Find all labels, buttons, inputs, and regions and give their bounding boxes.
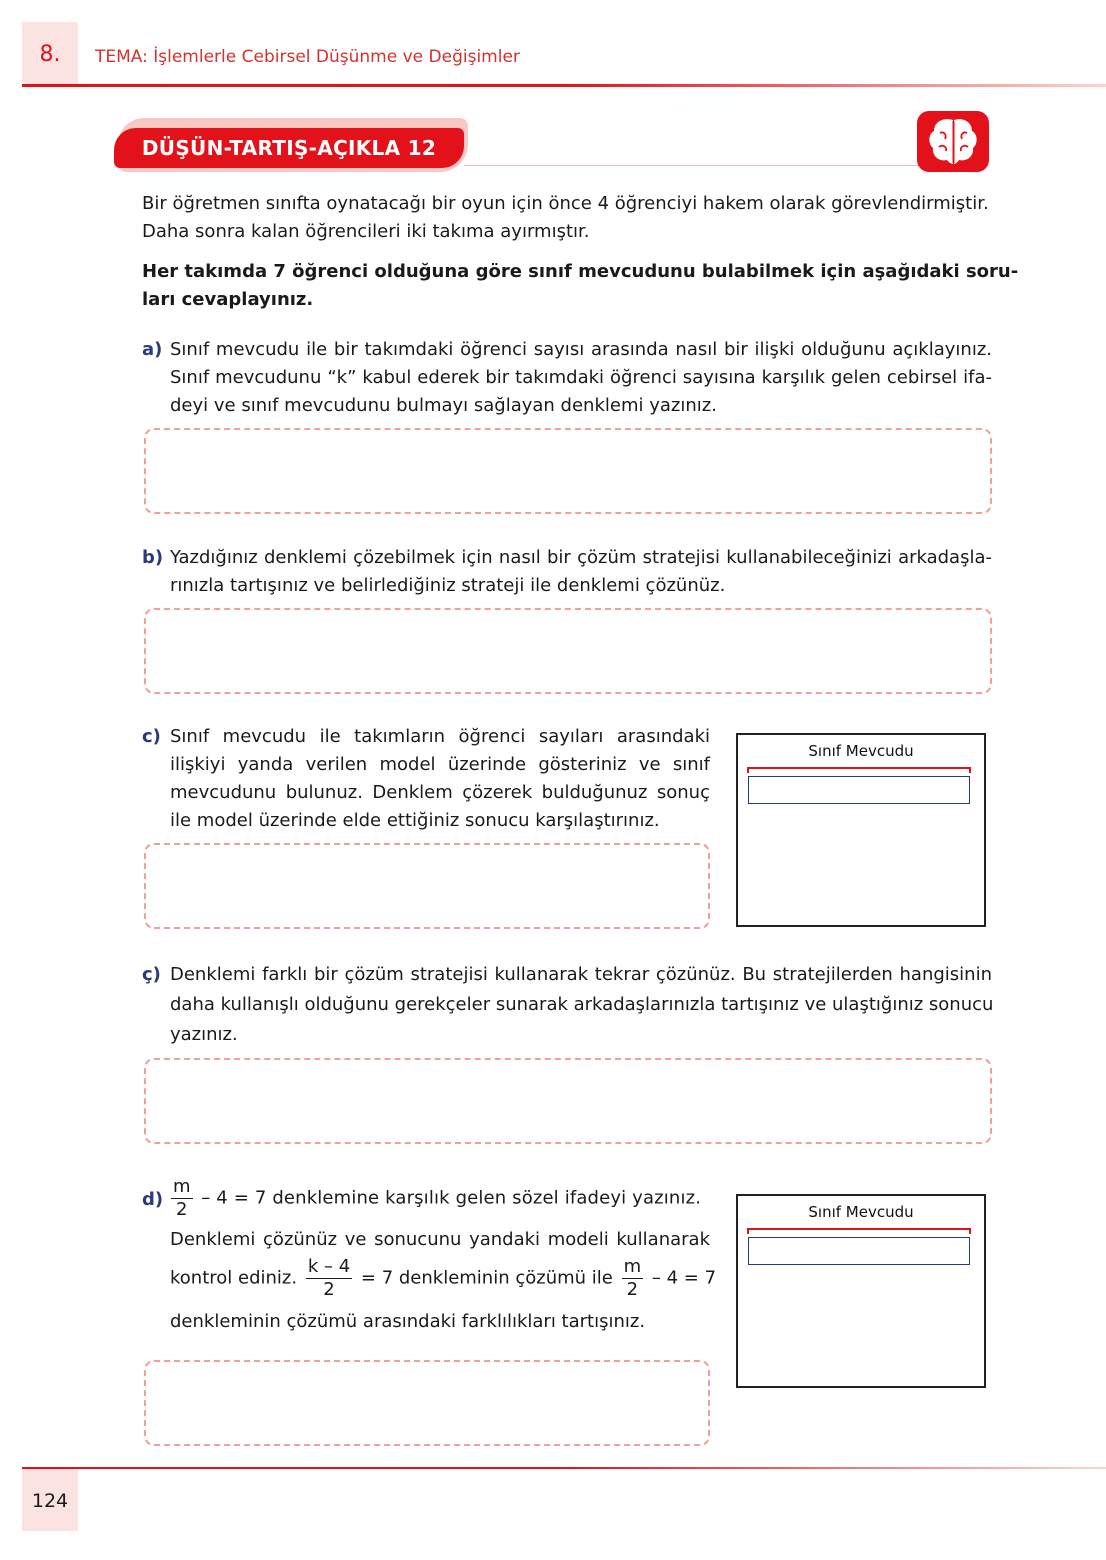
answer-box-b[interactable] [144,608,992,694]
answer-box-d[interactable] [144,1360,710,1446]
fraction-denominator: 2 [176,1199,188,1220]
model-bar[interactable] [748,1237,970,1265]
question-line: Sınıf mevcudu ile takımların öğrenci sayıları arasındaki [170,726,710,747]
question-d-line1 [168,1176,710,1221]
fraction-denominator: 2 [323,1279,335,1300]
question-line: mevcudunu bulunuz. Denklem çözerek bulduğunuz sonuç [170,782,710,803]
question-d-line3 [170,1256,715,1301]
question-line: rınızla tartışınız ve belirlediğiniz strateji ile denklemi çözünüz. [170,575,726,596]
question-line: Sınıf mevcudu ile bir takımdaki öğrenci sayısı arasında nasıl bir ilişki olduğunu açıklayınız. [170,339,992,360]
answer-box-c[interactable] [144,843,710,929]
question-line: Sınıf mevcudunu “k” kabul ederek bir takımdaki öğrenci sayısına karşılık gelen cebirsel ifa- [170,367,992,388]
question-c2-text [170,960,992,1050]
question-a-text [170,336,992,420]
question-c2-label: ç) [142,964,161,985]
question-d-line4 [170,1308,710,1336]
question-c-text [170,723,710,835]
question-b-label: b) [142,547,164,568]
question-line: yazınız. [170,1024,238,1045]
model-title: Sınıf Mevcudu [808,1203,914,1221]
question-b-text [170,544,992,600]
unit-number: 8. [39,42,61,67]
fraction-numerator: m [173,1176,191,1197]
fraction-k-minus-4-over-2 [306,1256,352,1301]
question-text: – 4 = 7 denklemine karşılık gelen sözel ifadeyi yazınız. [201,1187,702,1209]
model-brace [747,1228,971,1230]
page-number: 124 [31,1490,69,1512]
task-line: ları cevaplayınız. [142,289,314,310]
question-line: Yazdığınız denklemi çözebilmek için nasıl bir çözüm stratejisi kullanabileceğinizi arkadaşla- [170,547,992,568]
question-text: kontrol ediniz. [170,1267,298,1289]
model-bar[interactable] [748,776,970,804]
answer-box-c2[interactable] [144,1058,992,1144]
task-instruction [142,258,1019,314]
question-line: daha kullanışlı olduğunu gerekçeler sunarak arkadaşlarınızla tartışınız ve ulaştığınız sonucu [170,994,994,1015]
question-line: ile model üzerinde elde ettiğiniz sonucu karşılaştırınız. [170,810,660,831]
question-text: – 4 = 7 [651,1267,717,1289]
question-line: Denklemi çözünüz ve sonucunu yandaki modeli kullanarak [170,1229,710,1250]
intro-line: Daha sonra kalan öğrencileri iki takıma ayırmıştır. [142,221,590,242]
footer-rule [22,1467,1106,1469]
answer-box-a[interactable] [144,428,992,514]
header-rule [22,84,1106,87]
question-line: ilişkiyi yanda verilen model üzerinde gösteriniz ve sınıf [170,754,710,775]
question-c-label: c) [142,726,161,747]
model-brace [747,767,971,769]
fraction-numerator: k – 4 [307,1256,351,1277]
question-line: Denklemi farklı bir çözüm stratejisi kullanarak tekrar çözünüz. Bu stratejilerden hangisinin [170,964,992,985]
brain-icon [917,111,989,172]
question-a-label: a) [142,339,163,360]
question-line: denkleminin çözümü arasındaki farklılıkları tartışınız. [170,1311,646,1332]
question-text: = 7 denkleminin çözümü ile [360,1267,613,1289]
brace-right [969,1228,971,1234]
banner-divider [464,165,986,166]
brace-right [969,767,971,773]
model-title: Sınıf Mevcudu [808,742,914,760]
intro-text [142,190,992,246]
fraction-m-over-2 [622,1256,644,1301]
fraction-m-over-2 [171,1176,193,1221]
model-box-d[interactable] [736,1194,986,1388]
model-box-c[interactable] [736,733,986,927]
intro-line: Bir öğretmen sınıfta oynatacağı bir oyun için önce 4 öğrenciyi hakem olarak görevlendirmiştir. [142,193,989,214]
question-d-line2 [170,1226,710,1254]
question-d-label: d) [142,1189,164,1210]
theme-title: TEMA: İşlemlerle Cebirsel Düşünme ve Değişimler [95,47,520,67]
task-line: Her takımda 7 öğrenci olduğuna göre sınıf mevcudunu bulabilmek için aşağıdaki soru- [142,261,1019,282]
question-line: deyi ve sınıf mevcudunu bulmayı sağlayan denklemi yazınız. [170,395,717,416]
activity-title: DÜŞÜN-TARTIŞ-AÇIKLA 12 [141,136,437,160]
fraction-numerator: m [623,1256,642,1277]
fraction-denominator: 2 [626,1279,639,1300]
